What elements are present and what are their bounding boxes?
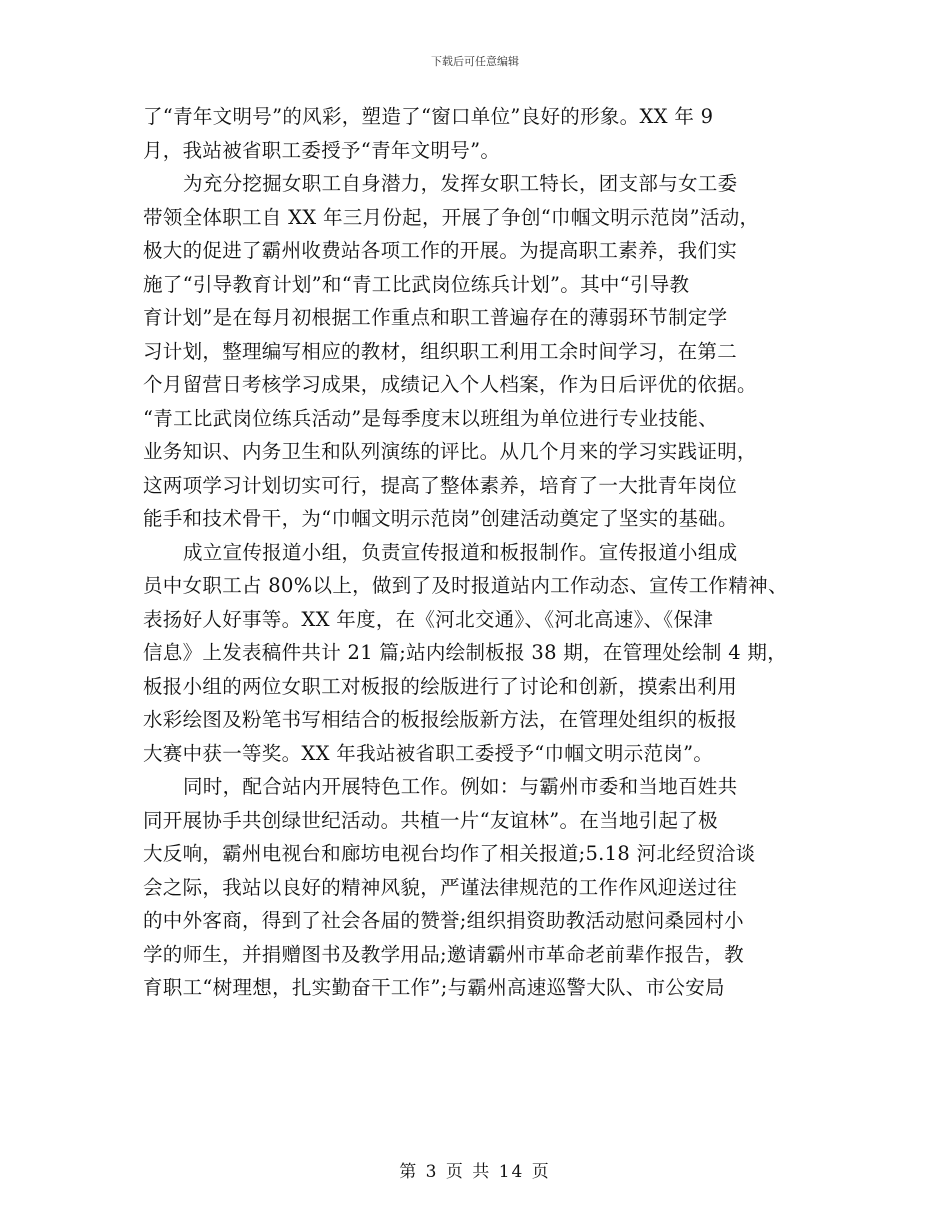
body-text-line: 个月留营日考核学习成果，成绩记入个人档案，作为日后评优的依据。: [143, 373, 757, 396]
body-text-line: 育职工“树理想，扎实勤奋干工作”;与霸州高速巡警大队、市公安局: [143, 976, 725, 999]
body-text-line: 月，我站被省职工委授予“青年文明号”。: [143, 138, 501, 162]
body-text-line: 成立宣传报道小组，负责宣传报道和板报制作。宣传报道小组成: [183, 540, 738, 564]
body-text-line: 会之际，我站以良好的精神风貌，严谨法律规范的工作作风迎送过往: [143, 875, 738, 899]
body-text-line: 为充分挖掘女职工自身潜力，发挥女职工特长，团支部与女工委: [183, 172, 738, 195]
body-text-line: 这两项学习计划切实可行，提高了整体素养，培育了一大批青年岗位: [143, 473, 738, 497]
body-text-line: 带领全体职工自 XX 年三月份起，开展了争创“巾帼文明示范岗”活动，: [143, 205, 760, 229]
body-text-line: 大反响，霸州电视台和廊坊电视台均作了相关报道;5.18 河北经贸洽谈: [143, 842, 756, 865]
page-footer: 第 3 页 共 14 页: [399, 1162, 551, 1182]
body-text-line: 表扬好人好事等。XX 年度，在《河北交通》、《河北高速》、《保津: [143, 607, 714, 631]
body-text-line: 同时，配合站内开展特色工作。例如：与霸州市委和当地百姓共: [183, 775, 738, 798]
body-text-line: 信息》上发表稿件共计 21 篇;站内绘制板报 38 期，在管理处绘制 4 期，: [143, 641, 787, 664]
body-text-line: 水彩绘图及粉笔书写相结合的板报绘版新方法，在管理处组织的板报: [143, 708, 738, 731]
body-text-line: 的中外客商，得到了社会各届的赞誉;组织捐资助教活动慰问桑园村小: [143, 909, 744, 932]
body-text-line: 员中女职工占 80%以上，做到了及时报道站内工作动态、宣传工作精神、: [143, 574, 788, 597]
document-body: [143, 100, 843, 1005]
body-text-line: 了“青年文明号”的风彩，塑造了“窗口单位”良好的形象。XX 年 9: [143, 105, 714, 128]
body-text-line: 育计划”是在每月初根据工作重点和职工普遍存在的薄弱环节制定学: [143, 306, 728, 329]
body-text-line: 学的师生，并捐赠图书及教学用品;邀请霸州市革命老前辈作报告，教: [143, 942, 744, 966]
body-text-line: 板报小组的两位女职工对板报的绘版进行了讨论和创新，摸索出利用: [143, 674, 738, 698]
body-text-line: 大赛中获一等奖。XX 年我站被省职工委授予“巾帼文明示范岗”。: [143, 741, 714, 765]
body-text-line: 业务知识、内务卫生和队列演练的评比。从几个月来的学习实践证明，: [143, 440, 757, 463]
page-header: 下载后可任意编辑: [431, 55, 519, 68]
body-text-line: 同开展协手共创绿世纪活动。共植一片“友谊林”。在当地引起了极: [143, 808, 718, 832]
body-text-line: 能手和技术骨干，为“巾帼文明示范岗”创建活动奠定了坚实的基础。: [143, 507, 738, 530]
body-text-line: 极大的促进了霸州收费站各项工作的开展。为提高职工素养，我们实: [143, 239, 738, 262]
body-text-line: “青工比武岗位练兵活动”是每季度末以班组为单位进行专业技能、: [143, 406, 718, 430]
body-text-line: 习计划，整理编写相应的教材，组织职工利用工余时间学习，在第二: [143, 339, 738, 363]
body-text-line: 施了“引导教育计划”和“青工比武岗位练兵计划”。其中“引导教: [143, 272, 690, 296]
